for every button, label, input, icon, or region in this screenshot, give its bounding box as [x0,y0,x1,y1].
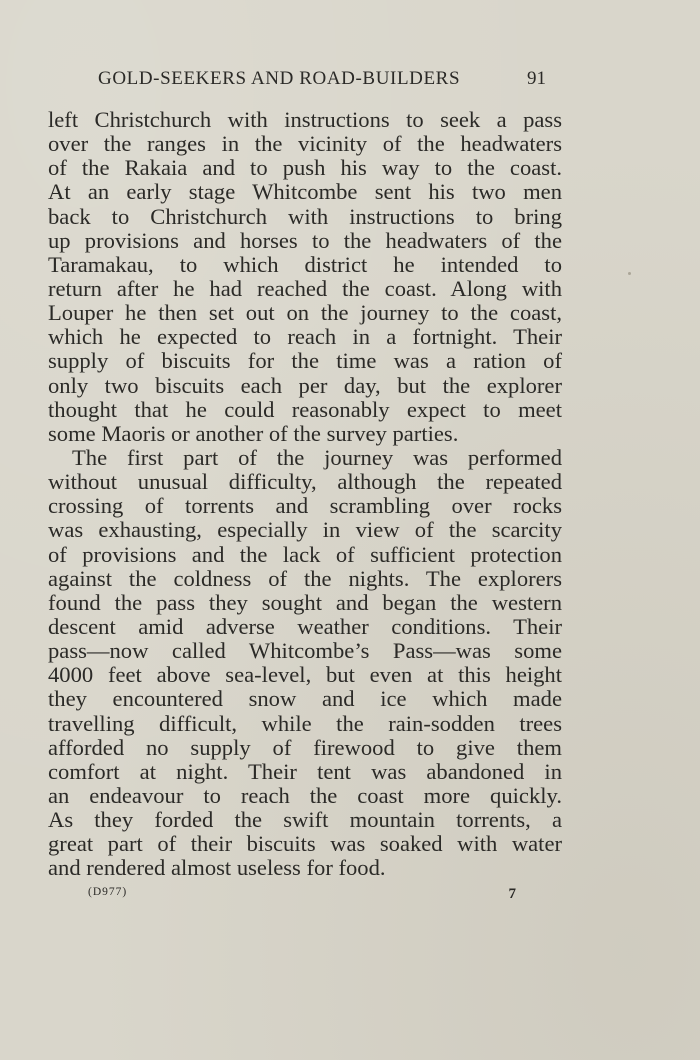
printer-signature-mark: (D977) [88,886,128,898]
text-line: they encountered snow and ice which made [48,686,562,712]
text-line: afforded no supply of firewood to give them [48,734,562,760]
signature-number: 7 [508,886,516,902]
page-footer [88,886,516,906]
text-line: of provisions and the lack of sufficient protection [48,541,562,567]
text-line: some Maoris or another of the survey parties. [48,420,459,446]
text-line: pass—now called Whitcombe’s Pass—was some [48,638,562,664]
text-line: back to Christchurch with instructions to bring [48,203,562,229]
paper-speck [628,272,631,275]
running-head [98,68,546,94]
text-line: up provisions and horses to the headwaters of the [48,227,562,253]
text-line: and rendered almost useless for food. [48,855,386,881]
text-line: 4000 feet above sea-level, but even at this height [48,662,562,688]
text-line: over the ranges in the vicinity of the headwaters [48,131,562,157]
page-number: 91 [527,68,546,89]
text-line: supply of biscuits for the time was a ration of [48,348,562,374]
text-line: only two biscuits each per day, but the explorer [48,372,562,398]
running-title: GOLD-SEEKERS AND ROAD-BUILDERS [98,68,461,89]
text-line: Taramakau, to which district he intended to [48,251,562,277]
text-line: an endeavour to reach the coast more quickly. [48,782,562,808]
text-line: thought that he could reasonably expect to meet [48,396,562,422]
text-line: As they forded the swift mountain torrents, a [48,807,562,833]
text-line: descent amid adverse weather conditions. Their [48,613,562,639]
body-text [48,108,562,881]
text-line: The first part of the journey was performed [72,444,562,470]
text-line: Louper he then set out on the journey to the coast, [48,300,562,326]
text-line: travelling difficult, while the rain-sodden trees [48,710,562,736]
text-line: At an early stage Whitcombe sent his two men [48,179,562,205]
text-line: against the coldness of the nights. The explorers [48,565,562,591]
text-line: was exhausting, especially in view of the scarcity [48,517,562,543]
text-line: return after he had reached the coast. Along with [48,275,562,301]
paragraph [48,108,562,446]
text-line: without unusual difficulty, although the repeated [48,469,562,495]
text-line: which he expected to reach in a fortnight. Their [48,324,562,350]
text-line: of the Rakaia and to push his way to the coast. [48,155,562,181]
paragraph [48,446,562,881]
text-line: crossing of torrents and scrambling over rocks [48,493,562,519]
text-line: left Christchurch with instructions to seek a pass [48,107,562,132]
text-line: found the pass they sought and began the western [48,589,562,615]
text-line: great part of their biscuits was soaked with water [48,831,562,857]
text-line: comfort at night. Their tent was abandoned in [48,758,562,784]
